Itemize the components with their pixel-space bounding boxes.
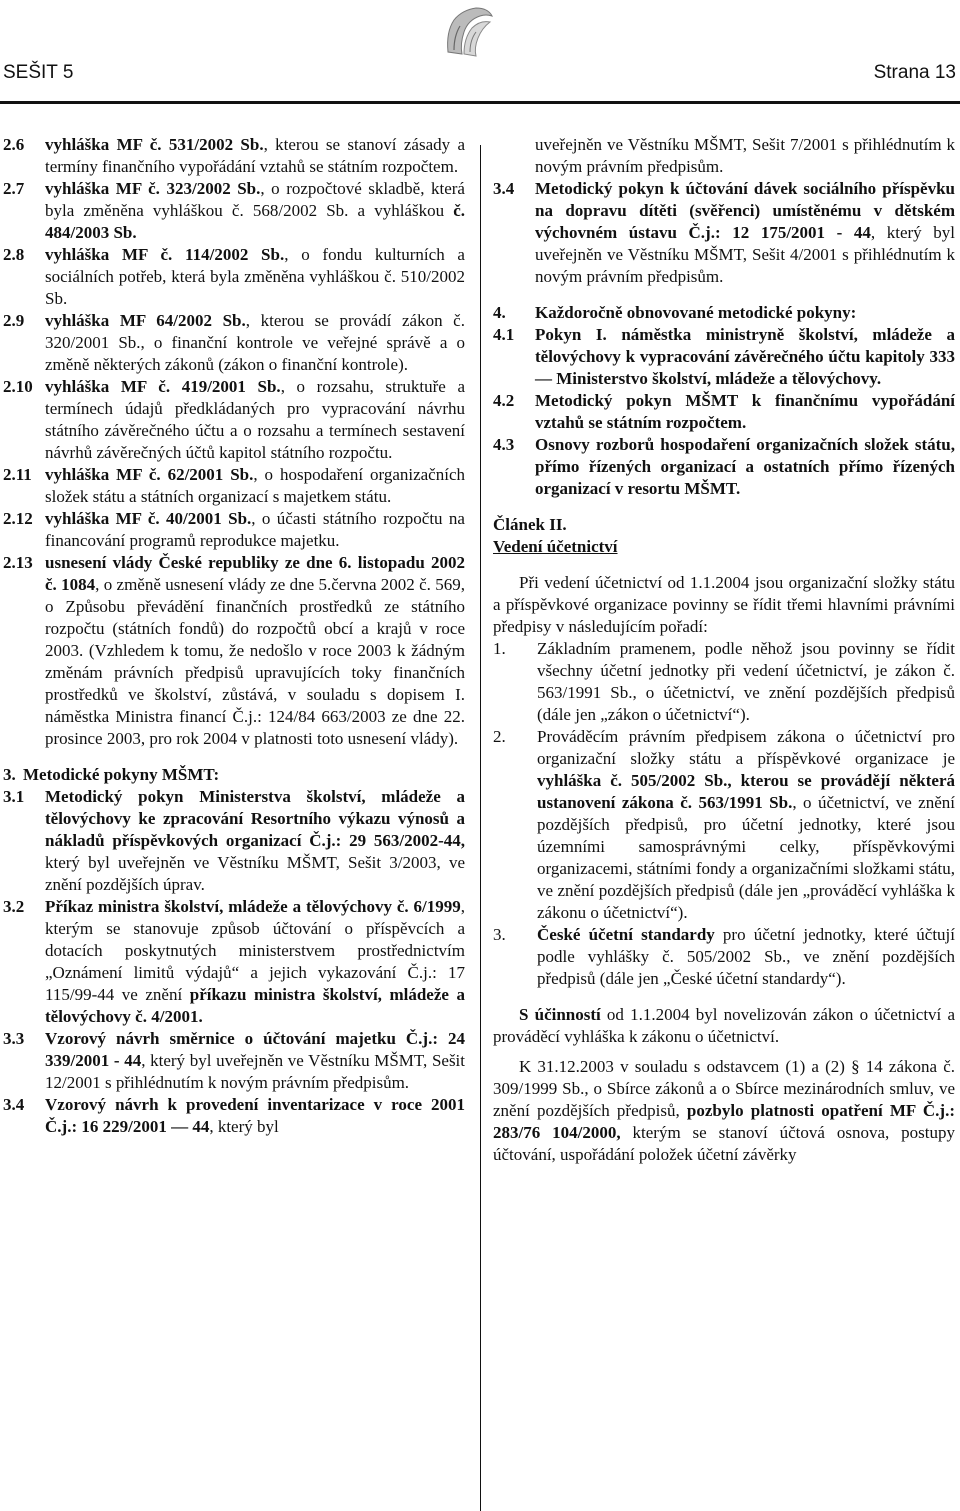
list-item: 2.8 vyhláška MF č. 114/2002 Sb., o fondu kulturních a sociálních potřeb, která byla změněna vyhláškou č. 510/2002 Sb. <box>3 245 465 308</box>
header-rule <box>0 101 960 104</box>
list-item: 4.1 Pokyn I. náměstka ministryně školství, mládeže a tělovýchovy k vypracování závěrečného účtu kapitoly 333 — Ministerstvo školství, mládeže a tělovýchovy. <box>493 325 955 388</box>
emblem-icon <box>442 2 496 58</box>
article-number: Článek II. <box>493 515 567 534</box>
list-item-continuation: uveřejněn ve Věstníku MŠMT, Sešit 7/2001 s přihlédnutím k novým právním předpisům. <box>535 135 955 176</box>
list-item: 3.1 Metodický pokyn Ministerstva školství, mládeže a tělovýchovy ke zpracování Resortního výkazu výnosů a nákladů příspěvkových organizací Č.j.: 29 563/2002-44, který byl uveřejněn ve Věstníku MŠMT, Sešit 3/2003, ve znění pozdějších úprav. <box>3 787 465 894</box>
list-item: 2.10 vyhláška MF č. 419/2001 Sb., o rozsahu, struktuře a termínech údajů předkládaných pro vypracování návrhu státního závěrečného účtu a o rozsahu a termínech sestavení návrhů závěrečných účtů kapitol státního rozpočtu. <box>3 377 465 462</box>
list-item: 2.7 vyhláška MF č. 323/2002 Sb., o rozpočtové skladbě, která byla změněna vyhláškou č. 568/2002 Sb. a vyhláškou č. 484/2003 Sb. <box>3 179 465 242</box>
issue-label: SEŠIT 5 <box>3 62 74 83</box>
list-item: 3.2 Příkaz ministra školství, mládeže a tělovýchovy č. 6/1999, kterým se stanovuje způsob účtování o příspěvcích a dotacích poskytnutých ministerstvem prostřednictvím „Oznámení limitů výdajů“ a jejich vykazování Č.j.: 17 115/99-44 ve znění příkazu ministra školství, mládeže a tělovýchovy č. 4/2001. <box>3 897 465 1026</box>
ordered-item: 1. Základním pramenem, podle něhož jsou povinny se řídit všechny účetní jednotky při vedení účetnictví, je zákon č. 563/1991 Sb., o účetnictví, ve znění pozdějších předpisů (dále jen „zákon o účetnictví“). <box>493 639 955 724</box>
list-item: 2.12 vyhláška MF č. 40/2001 Sb., o účasti státního rozpočtu na financování programů reprodukce majetku. <box>3 509 465 550</box>
list-item: 2.11 vyhláška MF č. 62/2001 Sb., o hospodaření organizačních složek státu a státních organizací s majetkem státu. <box>3 465 465 506</box>
page-number: Strana 13 <box>873 62 956 83</box>
list-item: 2.6 vyhláška MF č. 531/2002 Sb., kterou se stanoví zásady a termíny finančního vypořádání vztahů se státním rozpočtem. <box>3 135 465 176</box>
list-item: 4.3 Osnovy rozborů hospodaření organizačních složek státu, přímo řízených organizací a ostatních přímo řízených organizací v resortu MŠMT. <box>493 435 955 498</box>
paragraph: S účinností od 1.1.2004 byl novelizován zákon o účetnictví a prováděcí vyhláška k zákonu o účetnictví. <box>493 1005 955 1046</box>
page-header <box>0 0 960 116</box>
list-item: 4.2 Metodický pokyn MŠMT k finančnímu vypořádání vztahů se státním rozpočtem. <box>493 391 955 432</box>
section-heading: 4. Každoročně obnovované metodické pokyny: <box>493 303 857 322</box>
ordered-item: 2. Prováděcím právním předpisem zákona o účetnictví pro organizační složky státu a příspěvkové organizace je vyhláška č. 505/2002 Sb., kterou se provádějí některá ustanovení zákona č. 563/1991 Sb., o účetnictví, ve znění pozdějších předpisů, pro účetní jednotky, které jsou územními samosprávnými celky, příspěvkovými organizacemi, státními fondy a organizačními složkami státu, ve znění pozdějších předpisů (dále jen „prováděcí vyhláška k zákonu o účetnictví“). <box>493 727 955 922</box>
list-item: 3.3 Vzorový návrh směrnice o účtování majetku Č.j.: 24 339/2001 - 44, který byl uveřejněn ve Věstníku MŠMT, Sešit 12/2001 s přihlédnutím k novým právním předpisům. <box>3 1029 466 1092</box>
intro-paragraph: Při vedení účetnictví od 1.1.2004 jsou organizační složky státu a příspěvkové organizace povinny se řídit třemi hlavními právními předpisy v následujícím pořadí: <box>493 573 955 636</box>
list-item: 2.13 usnesení vlády České republiky ze dne 6. listopadu 2002 č. 1084, o změně usnesení vlády ze dne 5.června 2002 č. 569, o Způsobu převádění finančních prostředků ze státního rozpočtu (státních fondů) do rozpočtů obcí a krajů v roce 2003. (Vzhledem k tomu, že nedošlo v roce 2003 k žádným změnám právních předpisů upravujících toky finančních prostředků ve školství, zůstává, v souladu s dopisem I. náměstka Ministra financí Č.j.: 124/84 663/2003 ze dne 22. prosince 2003, pro rok 2004 v platnosti toto usnesení vlády). <box>3 553 466 748</box>
section-heading: 3. Metodické pokyny MŠMT: <box>3 765 220 784</box>
right-column <box>493 134 955 1166</box>
list-item: 3.4 Vzorový návrh k provedení inventarizace v roce 2001 Č.j.: 16 229/2001 — 44, který byl <box>3 1095 465 1136</box>
paragraph: K 31.12.2003 v souladu s odstavcem (1) a (2) § 14 zákona č. 309/1999 Sb., o Sbírce zákonů a o Sbírce mezinárodních smluv, ve znění pozdějších předpisů, pozbylo platnosti opatření MF Č.j.: 283/76 104/2000, kterým se stanoví účtová osnova, postupy účtování, uspořádání položek účetní závěrky <box>493 1057 955 1164</box>
left-column <box>3 134 465 1138</box>
column-divider <box>480 145 481 1511</box>
list-item: 2.9 vyhláška MF 64/2002 Sb., kterou se provádí zákon č. 320/2001 Sb., o finanční kontrole ve veřejné správě a o změně některých zákonů (zákon o finanční kontrole). <box>3 311 465 374</box>
article-title: Vedení účetnictví <box>493 537 618 556</box>
list-item: 3.4 Metodický pokyn k účtování dávek sociálního příspěvku na dopravu dítěti (svěřenci) umístěnému v dětském výchovném ústavu Č.j.: 12 175/2001 - 44, který byl uveřejněn ve Věstníku MŠMT, Sešit 4/2001 s přihlédnutím k novým právním předpisům. <box>493 179 955 286</box>
ordered-item: 3. České účetní standardy pro účetní jednotky, které účtují podle vyhlášky č. 505/2002 Sb., ve znění pozdějších předpisů (dále jen „České účetní standardy“). <box>493 925 955 988</box>
